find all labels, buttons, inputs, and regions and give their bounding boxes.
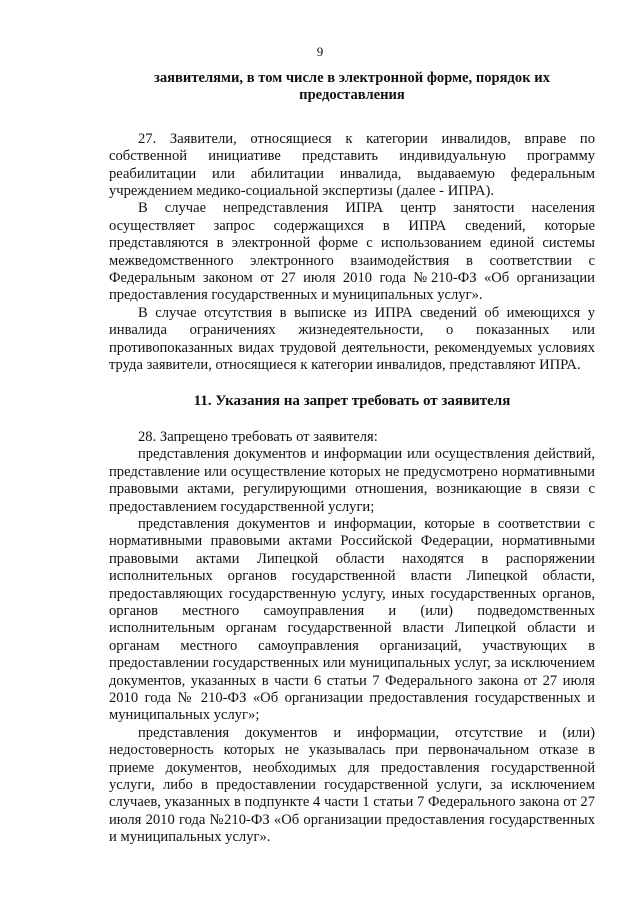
heading-line: заявителями, в том числе в электронной форме, порядок их: [153, 70, 550, 86]
list-item: представления документов и информации, отсутствие и (или) недостоверность которых не указывалась при первоначальном отказе в приеме документов, необходимых для предоставления государственной услуги, либо в предоставлении государственной услуги, за исключением случаев, указанных в подпункте 4 части 1 статьи 7 Федерального закона от 27 июля 2010 года №210-ФЗ «Об организации предоставления государственных и муниципальных услуг».: [109, 724, 595, 846]
page-number: 9: [316, 44, 324, 59]
section-heading-continuation: [109, 70, 595, 105]
paragraph: В случае непредставления ИПРА центр занятости населения осуществляет запрос содержащихся в ИПРА сведений, которые представляются в электронной форме с использованием единой системы межведомственного электронного взаимодействия в соответствии с Федеральным законом от 27 июля 2010 года №210-ФЗ «Об организации предоставления государственных и муниципальных услуг».: [109, 200, 595, 304]
section-title-11: 11. Указания на запрет требовать от заявителя: [193, 392, 511, 409]
list-item: представления документов и информации, которые в соответствии с нормативными правовыми актами Российской Федерации, нормативными правовыми актами Липецкой области находятся в распоряжении исполнительных органов государственной власти Липецкой области, предоставляющих государственную услугу, иных государственных органов, органов местного самоуправления и (или) подведомственных исполнительным органам государственной власти Липецкой области и органам местного самоуправления организаций, участвующих в предоставлении государственных или муниципальных услуг, за исключением документов, указанных в части 6 статьи 7 Федерального закона от 27 июля 2010 года № 210-ФЗ «Об организации предоставления государственных и муниципальных услуг»;: [109, 515, 595, 724]
document-body: [109, 70, 595, 847]
list-item: представления документов и информации или осуществления действий, представление или осуществление которых не предусмотрено нормативными правовыми актами, регулирующими отношения, возникающие в связи с предоставлением государственной услуги;: [109, 446, 595, 515]
paragraph-27: 27. Заявители, относящиеся к категории инвалидов, вправе по собственной инициативе представить индивидуальную программу реабилитации или абилитации инвалида, выдаваемую федеральным учреждением медико-социальной экспертизы (далее - ИПРА).: [109, 130, 595, 200]
paragraph-28: 28. Запрещено требовать от заявителя:: [138, 428, 378, 445]
paragraph: В случае отсутствия в выписке из ИПРА сведений об имеющихся у инвалида ограничениях жизнедеятельности, о показанных или противопоказанных видах трудовой деятельности, рекомендуемых условиях труда заявители, относящиеся к категории инвалидов, представляют ИПРА.: [109, 304, 595, 374]
heading-line: предоставления: [299, 87, 405, 104]
